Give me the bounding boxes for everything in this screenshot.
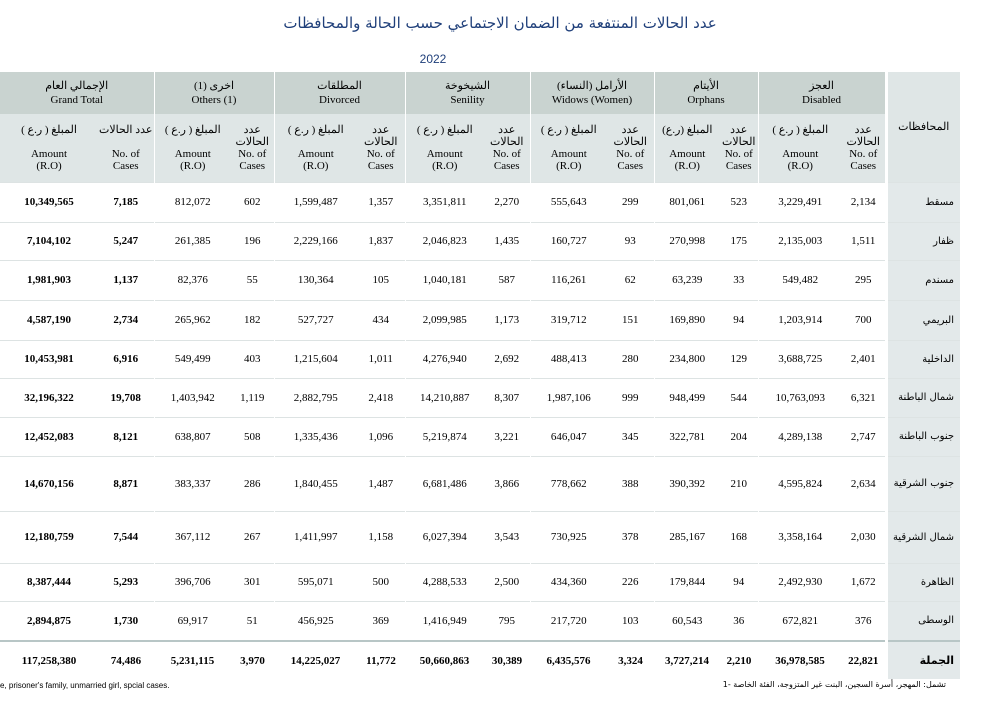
table-cell: 51 [231, 601, 274, 641]
table-cell: 301 [231, 563, 274, 601]
governorate-name: جنوب الشرقية [886, 456, 960, 511]
table-cell: 523 [720, 182, 758, 222]
table-cell: 1,487 [357, 456, 405, 511]
table-cell: 5,293 [98, 563, 154, 601]
table-cell: 285,167 [654, 511, 720, 563]
group-header-orphans: الأيتام Orphans [654, 72, 758, 114]
table-cell: 700 [842, 300, 886, 340]
table-cell: 3,358,164 [758, 511, 842, 563]
table-cell: 3,688,725 [758, 340, 842, 378]
total-cell: 30,389 [484, 641, 530, 679]
total-cell: 22,821 [842, 641, 886, 679]
governorate-name: مسقط [886, 182, 960, 222]
cases-header: عدد الحالات No. of Cases [484, 114, 530, 182]
governorate-name: الداخلية [886, 340, 960, 378]
cases-header: عدد الحالات No. of Cases [720, 114, 758, 182]
table-cell: 204 [720, 417, 758, 456]
table-cell: 1,203,914 [758, 300, 842, 340]
table-cell: 94 [720, 563, 758, 601]
amount-header: المبلغ ( ر.ع ) Amount (R.O) [154, 114, 231, 182]
governorates-header: المحافظات [886, 72, 960, 182]
table-cell: 2,135,003 [758, 222, 842, 260]
table-cell: 948,499 [654, 378, 720, 417]
table-cell: 94 [720, 300, 758, 340]
statistics-table [0, 72, 960, 679]
table-cell: 1,987,106 [530, 378, 607, 417]
table-cell: 1,173 [484, 300, 530, 340]
table-cell: 6,681,486 [405, 456, 484, 511]
table-cell: 1,335,436 [274, 417, 357, 456]
table-cell: 434 [357, 300, 405, 340]
table-cell: 2,894,875 [0, 601, 98, 641]
governorate-name: الوسطى [886, 601, 960, 641]
total-cell: 50,660,863 [405, 641, 484, 679]
governorate-name: شمال الشرقية [886, 511, 960, 563]
table-row [0, 300, 960, 340]
table-cell: 175 [720, 222, 758, 260]
governorate-name: مسندم [886, 260, 960, 300]
amount-header: المبلغ (ر.ع) Amount (R.O) [654, 114, 720, 182]
table-cell: 179,844 [654, 563, 720, 601]
table-cell: 5,219,874 [405, 417, 484, 456]
table-cell: 1,672 [842, 563, 886, 601]
table-cell: 508 [231, 417, 274, 456]
table-cell: 2,099,985 [405, 300, 484, 340]
table-cell: 4,276,940 [405, 340, 484, 378]
table-cell: 116,261 [530, 260, 607, 300]
page-title: عدد الحالات المنتفعة من الضمان الاجتماعي حسب الحالة والمحافظات [283, 14, 717, 32]
table-cell: 4,288,533 [405, 563, 484, 601]
table-cell: 196 [231, 222, 274, 260]
table-cell: 587 [484, 260, 530, 300]
table-cell: 14,210,887 [405, 378, 484, 417]
table-cell: 2,634 [842, 456, 886, 511]
table-row [0, 456, 960, 511]
total-cell: 5,231,115 [154, 641, 231, 679]
table-cell: 1,416,949 [405, 601, 484, 641]
table-cell: 234,800 [654, 340, 720, 378]
table-cell: 1,215,604 [274, 340, 357, 378]
table-cell: 1,357 [357, 182, 405, 222]
total-cell: 14,225,027 [274, 641, 357, 679]
table-cell: 527,727 [274, 300, 357, 340]
amount-header: المبلغ ( ر.ع ) Amount (R.O) [274, 114, 357, 182]
table-cell: 488,413 [530, 340, 607, 378]
amount-header: المبلغ ( ر.ع ) Amount (R.O) [0, 114, 98, 182]
table-cell: 3,221 [484, 417, 530, 456]
table-cell: 549,499 [154, 340, 231, 378]
table-row [0, 260, 960, 300]
table-cell: 6,321 [842, 378, 886, 417]
table-cell: 4,289,138 [758, 417, 842, 456]
table-cell: 32,196,322 [0, 378, 98, 417]
table-cell: 12,452,083 [0, 417, 98, 456]
table-cell: 999 [607, 378, 654, 417]
table-cell: 10,763,093 [758, 378, 842, 417]
table-cell: 55 [231, 260, 274, 300]
table-cell: 169,890 [654, 300, 720, 340]
table-cell: 93 [607, 222, 654, 260]
table-cell: 3,351,811 [405, 182, 484, 222]
table-row [0, 182, 960, 222]
table-cell: 8,121 [98, 417, 154, 456]
table-cell: 1,040,181 [405, 260, 484, 300]
table-row [0, 417, 960, 456]
table-cell: 378 [607, 511, 654, 563]
table-cell: 638,807 [154, 417, 231, 456]
amount-header: المبلغ ( ر.ع ) Amount (R.O) [758, 114, 842, 182]
table-cell: 7,185 [98, 182, 154, 222]
table-cell: 2,030 [842, 511, 886, 563]
table-row [0, 563, 960, 601]
table-cell: 105 [357, 260, 405, 300]
table-cell: 390,392 [654, 456, 720, 511]
table-cell: 322,781 [654, 417, 720, 456]
table-cell: 646,047 [530, 417, 607, 456]
table-cell: 2,692 [484, 340, 530, 378]
cases-header: عدد الحالات No. of Cases [607, 114, 654, 182]
table-cell: 168 [720, 511, 758, 563]
table-cell: 261,385 [154, 222, 231, 260]
amount-header: المبلغ ( ر.ع ) Amount (R.O) [405, 114, 484, 182]
table-cell: 286 [231, 456, 274, 511]
table-cell: 795 [484, 601, 530, 641]
table-cell: 602 [231, 182, 274, 222]
table-cell: 82,376 [154, 260, 231, 300]
table-cell: 369 [357, 601, 405, 641]
table-cell: 1,011 [357, 340, 405, 378]
table-cell: 60,543 [654, 601, 720, 641]
table-cell: 555,643 [530, 182, 607, 222]
table-cell: 500 [357, 563, 405, 601]
governorate-name: شمال الباطنة [886, 378, 960, 417]
table-cell: 2,270 [484, 182, 530, 222]
table-cell: 10,453,981 [0, 340, 98, 378]
group-header-others: اخرى (1) Others (1) [154, 72, 274, 114]
table-cell: 2,401 [842, 340, 886, 378]
table-cell: 345 [607, 417, 654, 456]
table-cell: 1,511 [842, 222, 886, 260]
amount-header: المبلغ ( ر.ع ) Amount (R.O) [530, 114, 607, 182]
table-cell: 8,307 [484, 378, 530, 417]
table-row [0, 340, 960, 378]
table-cell: 595,071 [274, 563, 357, 601]
table-cell: 376 [842, 601, 886, 641]
table-cell: 544 [720, 378, 758, 417]
table-cell: 434,360 [530, 563, 607, 601]
table-cell: 3,866 [484, 456, 530, 511]
table-cell: 295 [842, 260, 886, 300]
governorate-name: البريمي [886, 300, 960, 340]
table-cell: 33 [720, 260, 758, 300]
table-cell: 1,435 [484, 222, 530, 260]
total-cell: 11,772 [357, 641, 405, 679]
table-cell: 672,821 [758, 601, 842, 641]
total-cell: 3,970 [231, 641, 274, 679]
table-cell: 2,882,795 [274, 378, 357, 417]
governorate-name: جنوب الباطنة [886, 417, 960, 456]
table-cell: 456,925 [274, 601, 357, 641]
table-cell: 1,840,455 [274, 456, 357, 511]
table-cell: 388 [607, 456, 654, 511]
total-cell: 3,324 [607, 641, 654, 679]
cases-header: عدد الحالات No. of Cases [357, 114, 405, 182]
table-cell: 267 [231, 511, 274, 563]
table-cell: 1,730 [98, 601, 154, 641]
table-cell: 4,587,190 [0, 300, 98, 340]
table-cell: 5,247 [98, 222, 154, 260]
table-cell: 6,027,394 [405, 511, 484, 563]
table-cell: 36 [720, 601, 758, 641]
table-cell: 1,403,942 [154, 378, 231, 417]
total-cell: 2,210 [720, 641, 758, 679]
table-row [0, 222, 960, 260]
table-cell: 3,229,491 [758, 182, 842, 222]
group-header-divorced: المطلقات Divorced [274, 72, 405, 114]
total-cell: 3,727,214 [654, 641, 720, 679]
table-cell: 7,104,102 [0, 222, 98, 260]
total-cell: 36,978,585 [758, 641, 842, 679]
table-cell: 129 [720, 340, 758, 378]
table-cell: 2,046,823 [405, 222, 484, 260]
table-cell: 2,134 [842, 182, 886, 222]
table-cell: 2,500 [484, 563, 530, 601]
group-header-widows: الأرامل (النساء) Widows (Women) [530, 72, 654, 114]
table-cell: 210 [720, 456, 758, 511]
table-cell: 8,871 [98, 456, 154, 511]
table-cell: 14,670,156 [0, 456, 98, 511]
table-cell: 2,492,930 [758, 563, 842, 601]
total-row [0, 641, 960, 679]
table-cell: 1,411,997 [274, 511, 357, 563]
table-cell: 1,599,487 [274, 182, 357, 222]
table-cell: 226 [607, 563, 654, 601]
table-cell: 1,981,903 [0, 260, 98, 300]
table-cell: 103 [607, 601, 654, 641]
table-cell: 63,239 [654, 260, 720, 300]
table-cell: 160,727 [530, 222, 607, 260]
table-cell: 2,747 [842, 417, 886, 456]
table-cell: 2,229,166 [274, 222, 357, 260]
total-cell: 117,258,380 [0, 641, 98, 679]
table-cell: 367,112 [154, 511, 231, 563]
table-body [0, 182, 960, 679]
table-cell: 2,418 [357, 378, 405, 417]
table-row [0, 601, 960, 641]
table-cell: 62 [607, 260, 654, 300]
table-cell: 403 [231, 340, 274, 378]
table-cell: 778,662 [530, 456, 607, 511]
table-cell: 396,706 [154, 563, 231, 601]
group-header-row [0, 72, 960, 114]
table-cell: 730,925 [530, 511, 607, 563]
table-cell: 812,072 [154, 182, 231, 222]
table-cell: 1,837 [357, 222, 405, 260]
table-cell: 319,712 [530, 300, 607, 340]
total-cell: 74,486 [98, 641, 154, 679]
table-row [0, 511, 960, 563]
governorate-name: ظفار [886, 222, 960, 260]
footnote-english: e, prisoner's family, unmarried girl, spcial cases. [0, 681, 170, 690]
table-cell: 299 [607, 182, 654, 222]
table-cell: 549,482 [758, 260, 842, 300]
group-header-grand-total: الإجمالي العام Grand Total [0, 72, 154, 114]
year-label: 2022 [419, 52, 447, 66]
table-cell: 1,158 [357, 511, 405, 563]
cases-header: عدد الحالات No. of Cases [842, 114, 886, 182]
table-cell: 1,096 [357, 417, 405, 456]
table-cell: 2,734 [98, 300, 154, 340]
table-cell: 130,364 [274, 260, 357, 300]
table-cell: 182 [231, 300, 274, 340]
table-cell: 19,708 [98, 378, 154, 417]
total-cell: 6,435,576 [530, 641, 607, 679]
group-header-senility: الشيخوخة Senility [405, 72, 530, 114]
governorate-name: الظاهرة [886, 563, 960, 601]
footnote-arabic: 1- تشمل: المهجر، أسرة السجين، البنت غير المتزوجة، الفئة الخاصة [722, 680, 946, 689]
column-header-row [0, 114, 960, 182]
table-row [0, 378, 960, 417]
table-cell: 12,180,759 [0, 511, 98, 563]
table-cell: 10,349,565 [0, 182, 98, 222]
table-cell: 6,916 [98, 340, 154, 378]
table-cell: 270,998 [654, 222, 720, 260]
table-cell: 265,962 [154, 300, 231, 340]
table-cell: 280 [607, 340, 654, 378]
table-cell: 151 [607, 300, 654, 340]
table-cell: 217,720 [530, 601, 607, 641]
cases-header: عدد الحالات No. of Cases [231, 114, 274, 182]
table-cell: 8,387,444 [0, 563, 98, 601]
table-cell: 383,337 [154, 456, 231, 511]
cases-header: عدد الحالات No. of Cases [98, 114, 154, 182]
total-label: الجملة [886, 641, 960, 679]
group-header-disabled: العجز Disabled [758, 72, 886, 114]
table-cell: 7,544 [98, 511, 154, 563]
table-cell: 1,119 [231, 378, 274, 417]
table-cell: 4,595,824 [758, 456, 842, 511]
table-cell: 3,543 [484, 511, 530, 563]
table-cell: 69,917 [154, 601, 231, 641]
table-cell: 1,137 [98, 260, 154, 300]
table-cell: 801,061 [654, 182, 720, 222]
